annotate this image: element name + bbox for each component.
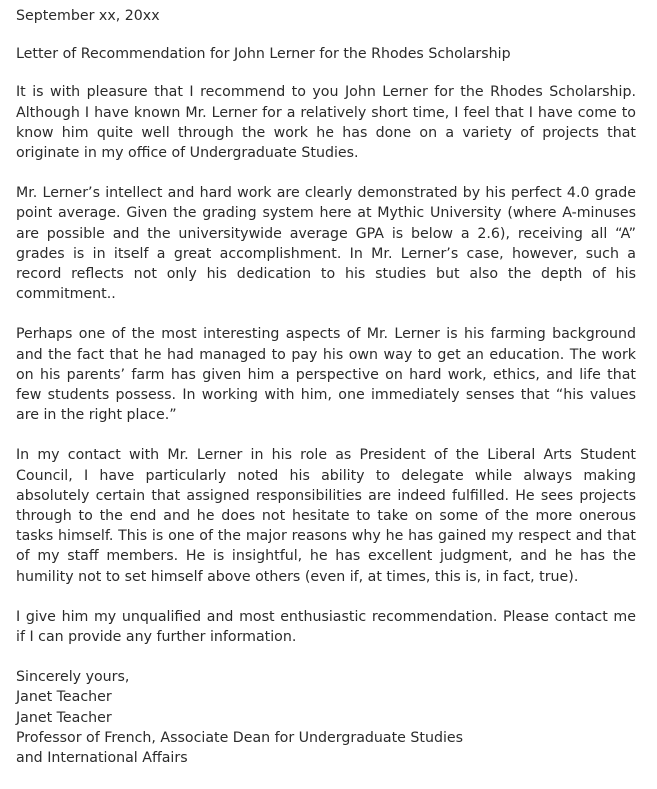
letter-date: September xx, 20xx bbox=[16, 8, 160, 24]
signature: Janet Teacher bbox=[16, 689, 112, 706]
signer-name: Janet Teacher bbox=[16, 709, 112, 726]
paragraph-background: Perhaps one of the most interesting aspects of Mr. Lerner is his farming background and the fact that he had managed to pay his own way to get an education. The work on his parents’ farm has given him a perspective on hard work, ethics, and life that few students possess. In working with him, one immediately senses that “his values are in the right place.” bbox=[16, 326, 636, 424]
paragraph-academics: Mr. Lerner’s intellect and hard work are clearly demonstrated by his perfect 4.0 grade point average. Given the grading system here at Mythic University (where A-minuses are possible and the universitywide average GPA is below a 2.6), receiving all “A” grades is in itself a great accomplishment. In Mr. Lerner’s case, however, such a record reflects not only his dedication to his studies but also the depth of his commitment.. bbox=[16, 185, 636, 303]
closing: Sincerely yours, bbox=[16, 669, 130, 686]
letter-subject: Letter of Recommendation for John Lerner for the Rhodes Scholarship bbox=[16, 46, 511, 63]
paragraph-recommendation: I give him my unqualified and most enthusiastic recommendation. Please contact me if I can provide any further information. bbox=[16, 608, 636, 646]
letter-body bbox=[16, 6, 636, 768]
signer-title-line-2: and International Affairs bbox=[16, 750, 188, 767]
paragraph-intro: It is with pleasure that I recommend to you John Lerner for the Rhodes Scholarship. Although I have known Mr. Lerner for a relatively short time, I feel that I have come to know him quite well through the work he has done on a variety of projects that originate in my office of Undergraduate Studies. bbox=[16, 84, 636, 162]
paragraph-leadership: In my contact with Mr. Lerner in his role as President of the Liberal Arts Student Council, I have particularly noted his ability to delegate while always making absolutely certain that assigned responsibilities are indeed fulfilled. He sees projects through to the end and he does not hesitate to take on some of the more onerous tasks himself. This is one of the major reasons why he has gained my respect and that of my staff members. He is insightful, he has excellent judgment, and he has the humility not to set himself above others (even if, at times, this is, in fact, true). bbox=[16, 447, 636, 585]
signer-title-line-1: Professor of French, Associate Dean for Undergraduate Studies bbox=[16, 729, 464, 746]
